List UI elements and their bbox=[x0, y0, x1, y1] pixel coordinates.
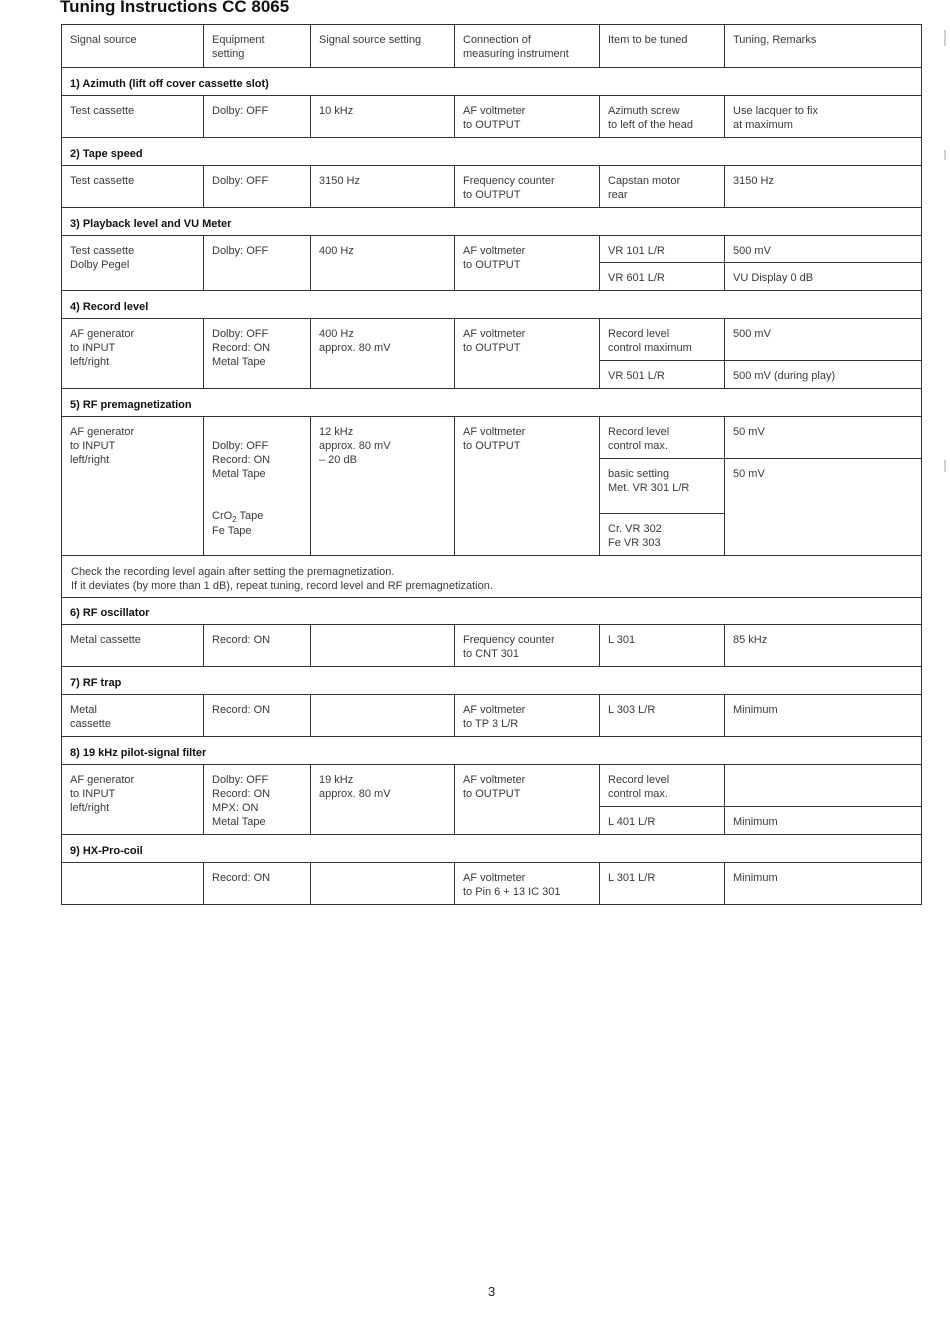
cell-item: Record level control max. bbox=[600, 765, 725, 807]
cell-remarks: 500 mV (during play) bbox=[725, 361, 922, 389]
cell-connection: AF voltmeter to OUTPUT bbox=[455, 765, 600, 835]
table-row bbox=[62, 863, 922, 905]
cell-setting bbox=[311, 863, 455, 905]
table-row bbox=[62, 96, 922, 138]
cell-connection: AF voltmeter to OUTPUT bbox=[455, 236, 600, 291]
table-row bbox=[62, 765, 922, 807]
section-title-playback-level: 3) Playback level and VU Meter bbox=[62, 208, 922, 236]
cell-connection: AF voltmeter to TP 3 L/R bbox=[455, 695, 600, 737]
cell-equipment: Dolby: OFF Record: ON Metal Tape bbox=[204, 319, 311, 389]
cro2-subscript: 2 bbox=[232, 515, 237, 525]
section-title-rf-premagnetization: 5) RF premagnetization bbox=[62, 389, 922, 417]
cell-source: Metal cassette bbox=[62, 625, 204, 667]
header-tuning-remarks: Tuning, Remarks bbox=[725, 25, 922, 68]
cell-item: L 301 bbox=[600, 625, 725, 667]
cell-remarks: 50 mV bbox=[725, 417, 922, 459]
table-header bbox=[62, 25, 922, 68]
section-title-pilot-signal-filter: 8) 19 kHz pilot-signal filter bbox=[62, 737, 922, 765]
cell-source: AF generator to INPUT left/right bbox=[62, 765, 204, 835]
page-number: 3 bbox=[488, 1284, 496, 1299]
cell-source: Metal cassette bbox=[62, 695, 204, 737]
cell-remarks: 3150 Hz bbox=[725, 166, 922, 208]
cro2-fe-label: Tape Fe Tape bbox=[212, 510, 264, 538]
scan-edge-mark bbox=[944, 150, 946, 160]
cell-remarks: Minimum bbox=[725, 807, 922, 835]
cell-equipment: Dolby: OFF bbox=[204, 96, 311, 138]
cell-item: L 401 L/R bbox=[600, 807, 725, 835]
cell-connection: AF voltmeter to Pin 6 + 13 IC 301 bbox=[455, 863, 600, 905]
table-row bbox=[62, 236, 922, 263]
cell-item: Azimuth screw to left of the head bbox=[600, 96, 725, 138]
table-row bbox=[62, 319, 922, 361]
cell-equipment: Dolby: OFF Record: ON MPX: ON Metal Tape bbox=[204, 765, 311, 835]
cell-source: Test cassette Dolby Pegel bbox=[62, 236, 204, 291]
header-signal-source: Signal source bbox=[62, 25, 204, 68]
cell-item: VR 601 L/R bbox=[600, 263, 725, 291]
section-title-tape-speed: 2) Tape speed bbox=[62, 138, 922, 166]
cell-source: Test cassette bbox=[62, 96, 204, 138]
cell-item: Cr. VR 302 Fe VR 303 bbox=[600, 514, 725, 556]
cell-equipment: Record: ON bbox=[204, 863, 311, 905]
section-title-rf-oscillator: 6) RF oscillator bbox=[62, 598, 922, 625]
header-equipment-setting: Equipment setting bbox=[204, 25, 311, 68]
cell-item: Capstan motor rear bbox=[600, 166, 725, 208]
cell-connection: Frequency counter to CNT 301 bbox=[455, 625, 600, 667]
section-title-hx-pro-coil: 9) HX-Pro-coil bbox=[62, 835, 922, 863]
cell-setting: 19 kHz approx. 80 mV bbox=[311, 765, 455, 835]
cell-item: VR 501 L/R bbox=[600, 361, 725, 389]
cell-remarks: Use lacquer to fix at maximum bbox=[725, 96, 922, 138]
table-row bbox=[62, 625, 922, 667]
header-item-to-be-tuned: Item to be tuned bbox=[600, 25, 725, 68]
cell-remarks: Minimum bbox=[725, 863, 922, 905]
cell-remarks: 50 mV bbox=[725, 459, 922, 556]
cell-remarks: VU Display 0 dB bbox=[725, 263, 922, 291]
cell-setting: 10 kHz bbox=[311, 96, 455, 138]
cell-source: Test cassette bbox=[62, 166, 204, 208]
page-title: Tuning Instructions CC 8065 bbox=[60, 0, 290, 16]
cell-equipment: Record: ON bbox=[204, 695, 311, 737]
cell-item: Record level control maximum bbox=[600, 319, 725, 361]
scan-edge-mark bbox=[944, 460, 946, 472]
cell-setting bbox=[311, 625, 455, 667]
cell-connection: AF voltmeter to OUTPUT bbox=[455, 319, 600, 389]
cell-source: AF generator to INPUT left/right bbox=[62, 417, 204, 556]
cell-remarks: 85 kHz bbox=[725, 625, 922, 667]
cell-setting bbox=[311, 695, 455, 737]
cell-source bbox=[62, 863, 204, 905]
cell-item: Record level control max. bbox=[600, 417, 725, 459]
tuning-table bbox=[61, 24, 922, 905]
cell-equipment: Dolby: OFF bbox=[204, 236, 311, 291]
cell-equipment bbox=[204, 417, 311, 556]
table-row bbox=[62, 166, 922, 208]
equipment-cro2-fe bbox=[212, 509, 302, 538]
cell-setting: 400 Hz bbox=[311, 236, 455, 291]
section-title-rf-trap: 7) RF trap bbox=[62, 667, 922, 695]
cell-remarks: 500 mV bbox=[725, 236, 922, 263]
premagnetization-note: Check the recording level again after setting the premagnetization. If it deviates (by more than 1 dB), repeat tuning, record level and RF premagnetization. bbox=[62, 556, 922, 598]
cell-item: basic setting Met. VR 301 L/R bbox=[600, 459, 725, 514]
section-title-azimuth: 1) Azimuth (lift off cover cassette slot) bbox=[62, 68, 922, 96]
cell-setting: 12 kHz approx. 80 mV – 20 dB bbox=[311, 417, 455, 556]
cell-source: AF generator to INPUT left/right bbox=[62, 319, 204, 389]
cell-item: L 303 L/R bbox=[600, 695, 725, 737]
header-connection: Connection of measuring instrument bbox=[455, 25, 600, 68]
cell-item: L 301 L/R bbox=[600, 863, 725, 905]
cell-setting: 400 Hz approx. 80 mV bbox=[311, 319, 455, 389]
cell-remarks bbox=[725, 765, 922, 807]
cell-setting: 3150 Hz bbox=[311, 166, 455, 208]
cell-connection: AF voltmeter to OUTPUT bbox=[455, 417, 600, 556]
cell-equipment: Dolby: OFF bbox=[204, 166, 311, 208]
cell-connection: AF voltmeter to OUTPUT bbox=[455, 96, 600, 138]
cell-remarks: Minimum bbox=[725, 695, 922, 737]
section-title-record-level: 4) Record level bbox=[62, 291, 922, 319]
cell-item: VR 101 L/R bbox=[600, 236, 725, 263]
cell-remarks: 500 mV bbox=[725, 319, 922, 361]
table-row bbox=[62, 417, 922, 459]
cell-connection: Frequency counter to OUTPUT bbox=[455, 166, 600, 208]
header-signal-source-setting: Signal source setting bbox=[311, 25, 455, 68]
table-row bbox=[62, 695, 922, 737]
scan-edge-mark bbox=[944, 30, 946, 46]
equipment-metal: Dolby: OFF Record: ON Metal Tape bbox=[212, 440, 271, 480]
cro2-label: CrO bbox=[212, 510, 233, 522]
cell-equipment: Record: ON bbox=[204, 625, 311, 667]
